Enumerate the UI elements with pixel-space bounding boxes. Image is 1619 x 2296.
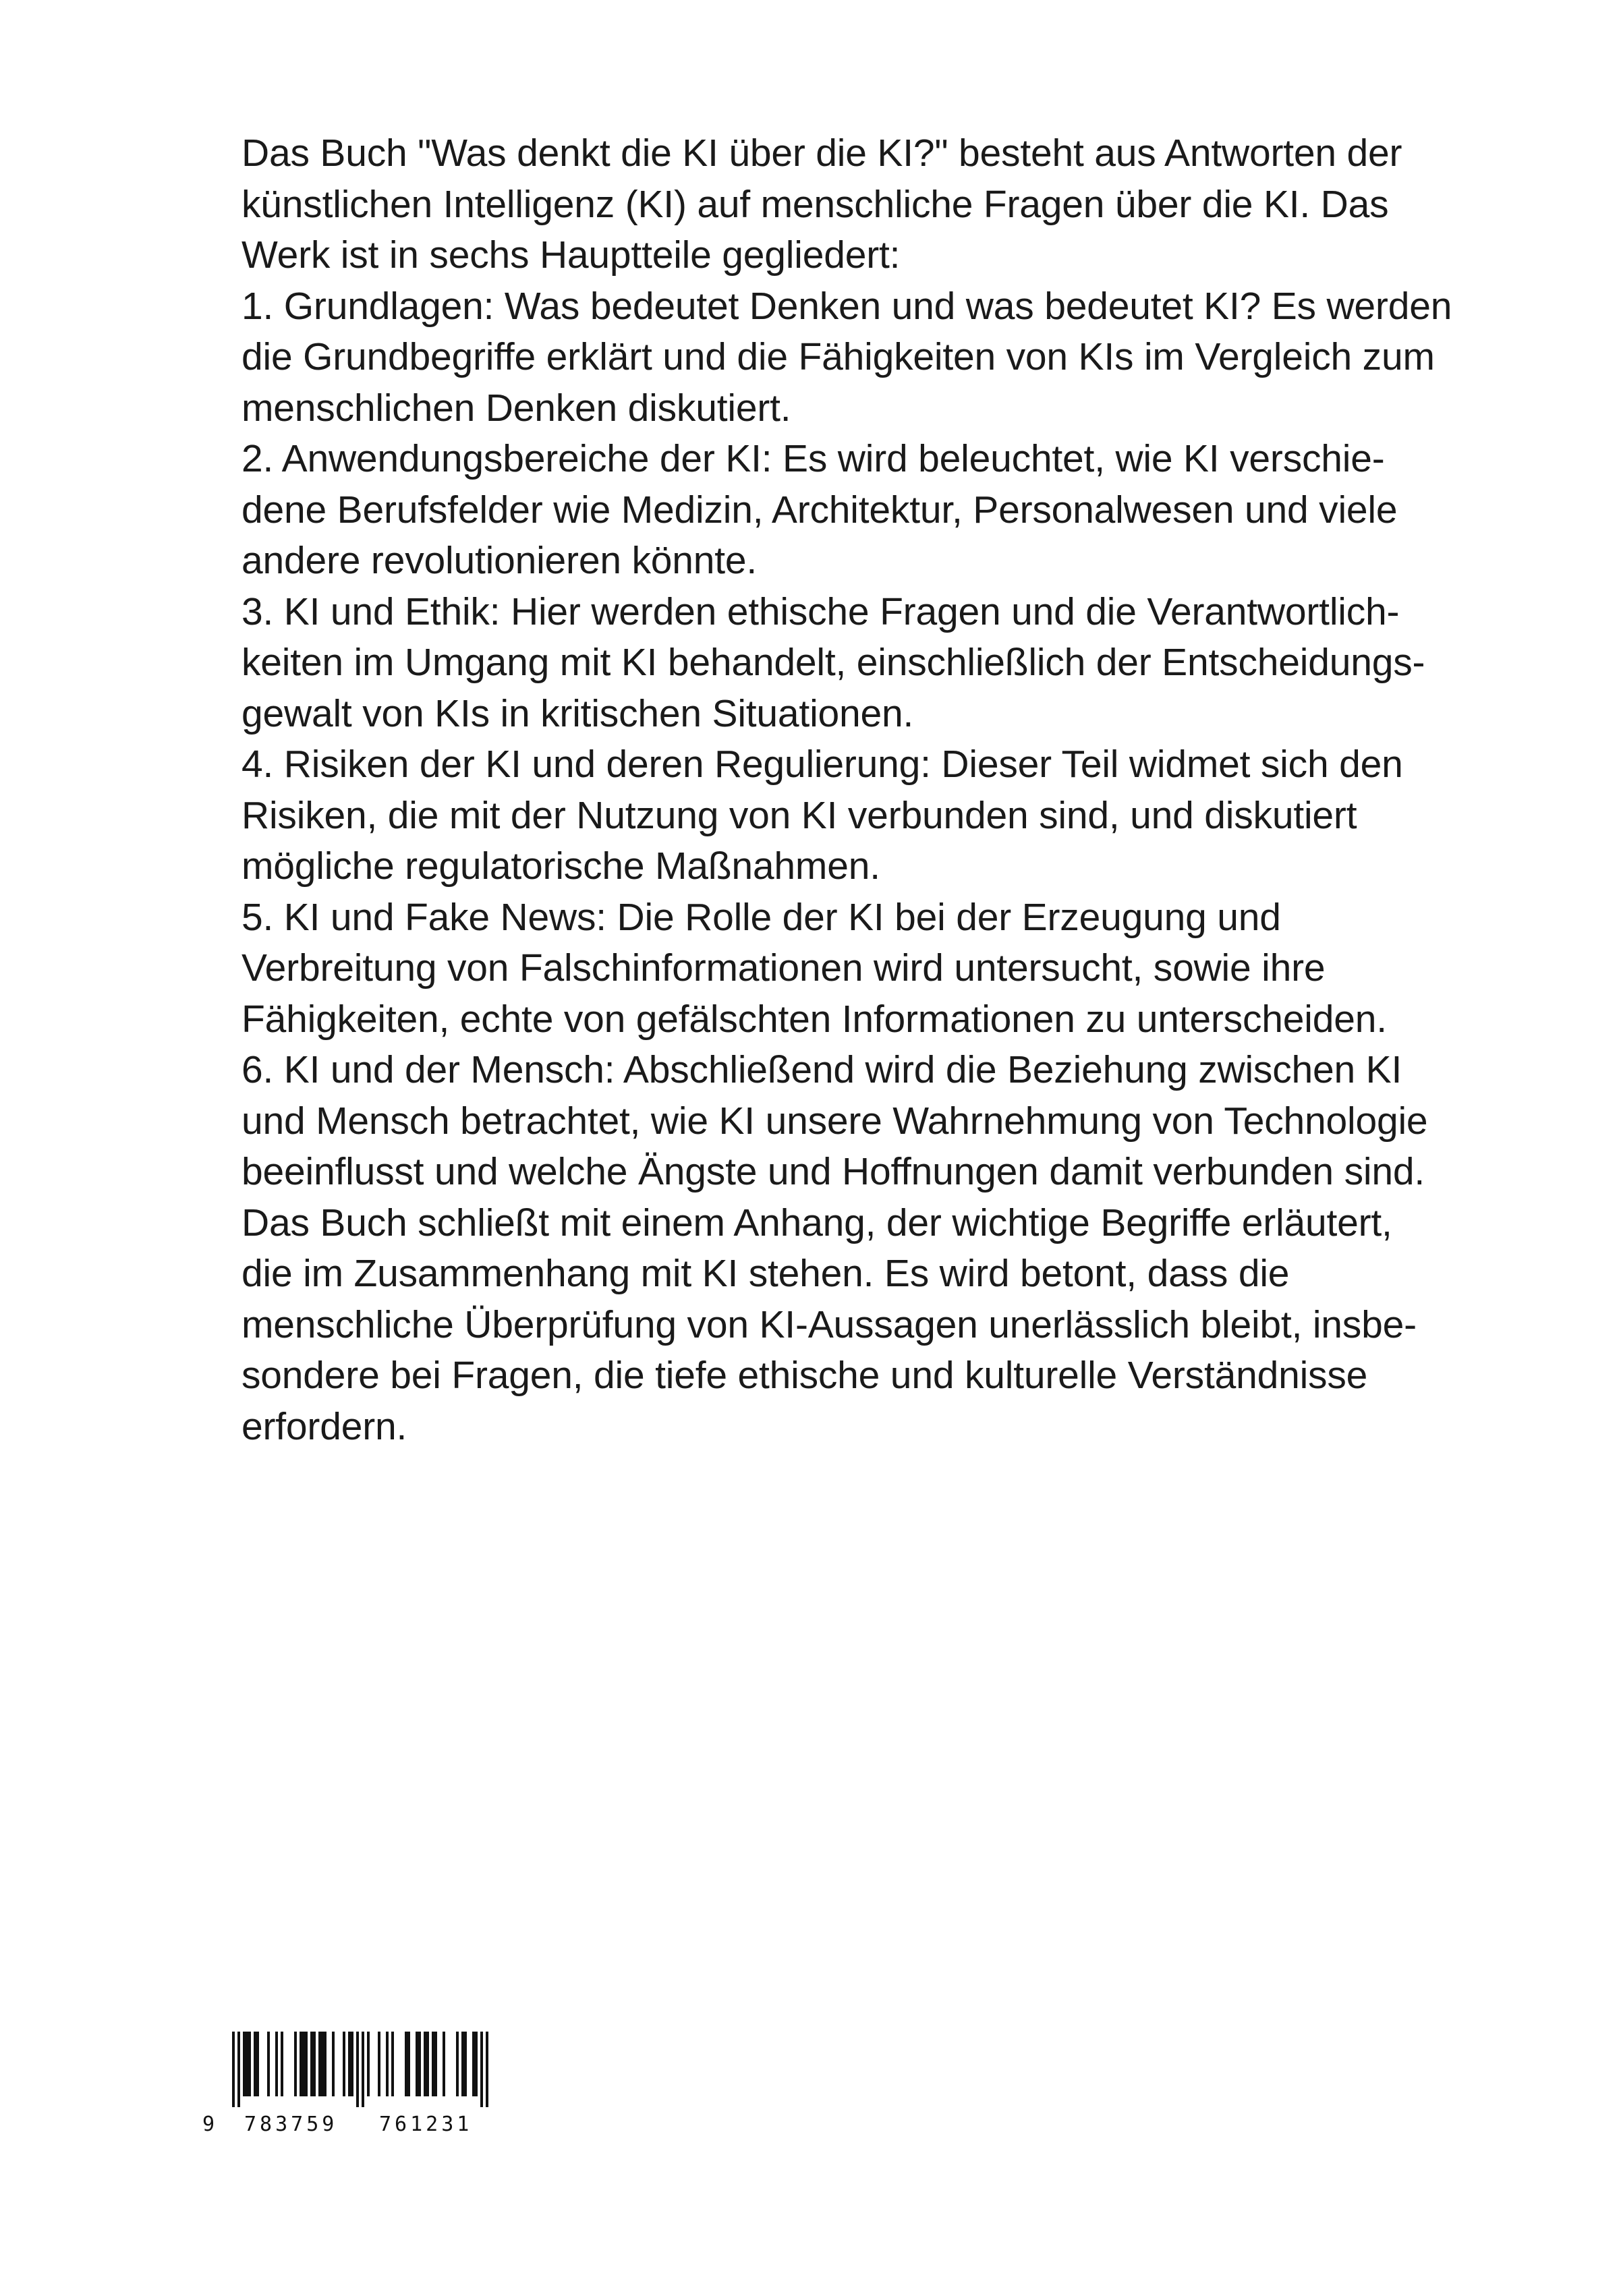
barcode-bar	[305, 2032, 308, 2096]
blurb-line: die im Zusammenhang mit KI stehen. Es wird betont, dass die	[242, 1252, 1290, 1295]
barcode-bar	[313, 2032, 316, 2096]
barcode-bar	[281, 2032, 283, 2096]
blurb-line: erfordern.	[242, 1404, 407, 1448]
blurb-line: 6. KI und der Mensch: Abschließend wird die Beziehung zwischen KI	[242, 1048, 1402, 1091]
barcode-bar	[348, 2032, 351, 2096]
barcode-bars	[202, 2032, 519, 2113]
barcode-right-digits: 761231	[379, 2113, 473, 2136]
blurb-line: die Grundbegriffe erklärt und die Fähigkeiten von KIs im Vergleich zum	[242, 335, 1435, 378]
blurb-line: menschlichen Denken diskutiert.	[242, 386, 791, 430]
barcode-bar	[321, 2032, 324, 2096]
barcode-bar	[362, 2032, 364, 2107]
blurb-line: Verbreitung von Falschinformationen wird untersucht, sowie ihre	[242, 946, 1326, 989]
blurb-line: Das Buch schließt mit einem Anhang, der wichtige Begriffe erläutert,	[242, 1201, 1392, 1244]
blurb-line: Fähigkeiten, echte von gefälschten Informationen zu unterscheiden.	[242, 997, 1387, 1041]
blurb-line: 1. Grundlagen: Was bedeutet Denken und was bedeutet KI? Es werden	[242, 284, 1452, 328]
barcode-bar	[464, 2032, 467, 2096]
barcode-bar	[480, 2032, 483, 2107]
barcode-bar	[461, 2032, 464, 2096]
barcode-bar	[486, 2032, 488, 2107]
barcode-bar	[391, 2032, 394, 2096]
blurb-line: menschliche Überprüfung von KI-Aussagen unerlässlich bleibt, insbe-	[242, 1302, 1417, 1346]
barcode-bar	[351, 2032, 353, 2096]
barcode-bar	[416, 2032, 418, 2096]
blurb-line: mögliche regulatorische Maßnahmen.	[242, 844, 880, 888]
barcode-bar	[405, 2032, 407, 2096]
barcode-bar	[432, 2032, 434, 2096]
barcode-bar	[302, 2032, 305, 2096]
barcode-bar	[426, 2032, 429, 2096]
barcode-bar	[267, 2032, 270, 2096]
blurb-line: 3. KI und Ethik: Hier werden ethische Fragen und die Verantwortlich-	[242, 590, 1400, 633]
barcode-bar	[248, 2032, 251, 2096]
barcode-bar	[318, 2032, 321, 2096]
barcode-bar	[378, 2032, 380, 2096]
barcode-bar	[232, 2032, 235, 2107]
blurb-line: künstlichen Intelligenz (KI) auf menschliche Fragen über die KI. Das	[242, 182, 1389, 226]
blurb-line: gewalt von KIs in kritischen Situationen.	[242, 691, 914, 735]
blurb-line: keiten im Umgang mit KI behandelt, einschließlich der Entscheidungs-	[242, 641, 1425, 684]
blurb-line: beeinflusst und welche Ängste und Hoffnungen damit verbunden sind.	[242, 1150, 1425, 1193]
barcode-bar	[407, 2032, 410, 2096]
blurb-line: Risiken, die mit der Nutzung von KI verbunden sind, und diskutiert	[242, 793, 1357, 837]
barcode-left-digits: 783759	[244, 2113, 338, 2136]
barcode-bar	[237, 2032, 240, 2107]
blurb-line: und Mensch betrachtet, wie KI unsere Wahrnehmung von Technologie	[242, 1099, 1428, 1143]
barcode-bar	[424, 2032, 426, 2096]
blurb-line: sondere bei Fragen, die tiefe ethische und kulturelle Verständnisse	[242, 1354, 1368, 1397]
barcode-bar	[418, 2032, 421, 2096]
isbn-barcode	[202, 2032, 526, 2166]
blurb-line: andere revolutionieren könnte.	[242, 539, 758, 582]
blurb-line: Werk ist in sechs Hauptteile gegliedert:	[242, 233, 901, 277]
barcode-bar	[275, 2032, 278, 2096]
barcode-bar	[300, 2032, 302, 2096]
barcode-bar	[443, 2032, 445, 2096]
barcode-bar	[356, 2032, 359, 2107]
barcode-bar	[472, 2032, 475, 2096]
barcode-bar	[243, 2032, 246, 2096]
blurb-line: Das Buch "Was denkt die KI über die KI?" besteht aus Antworten der	[242, 132, 1402, 175]
blurb-text	[242, 128, 1523, 1452]
blurb-line: 5. KI und Fake News: Die Rolle der KI bei der Erzeugung und	[242, 895, 1281, 939]
barcode-bar	[475, 2032, 478, 2096]
blurb-line: 2. Anwendungsbereiche der KI: Es wird beleuchtet, wie KI verschie-	[242, 437, 1385, 480]
blurb-line: dene Berufsfelder wie Medizin, Architektur, Personalwesen und viele	[242, 488, 1398, 532]
barcode-bar	[343, 2032, 345, 2096]
blurb-line: 4. Risiken der KI und deren Regulierung: Dieser Teil widmet sich den	[242, 743, 1403, 786]
barcode-bar	[254, 2032, 256, 2096]
barcode-bar	[456, 2032, 459, 2096]
barcode-bar	[294, 2032, 297, 2096]
barcode-bar	[367, 2032, 370, 2096]
barcode-bar	[256, 2032, 259, 2096]
barcode-bar	[386, 2032, 389, 2096]
barcode-bar	[246, 2032, 248, 2096]
barcode-prefix-digit: 9	[202, 2113, 219, 2136]
barcode-bar	[310, 2032, 313, 2096]
barcode-bar	[332, 2032, 335, 2096]
barcode-bar	[324, 2032, 326, 2096]
barcode-bar	[434, 2032, 437, 2096]
